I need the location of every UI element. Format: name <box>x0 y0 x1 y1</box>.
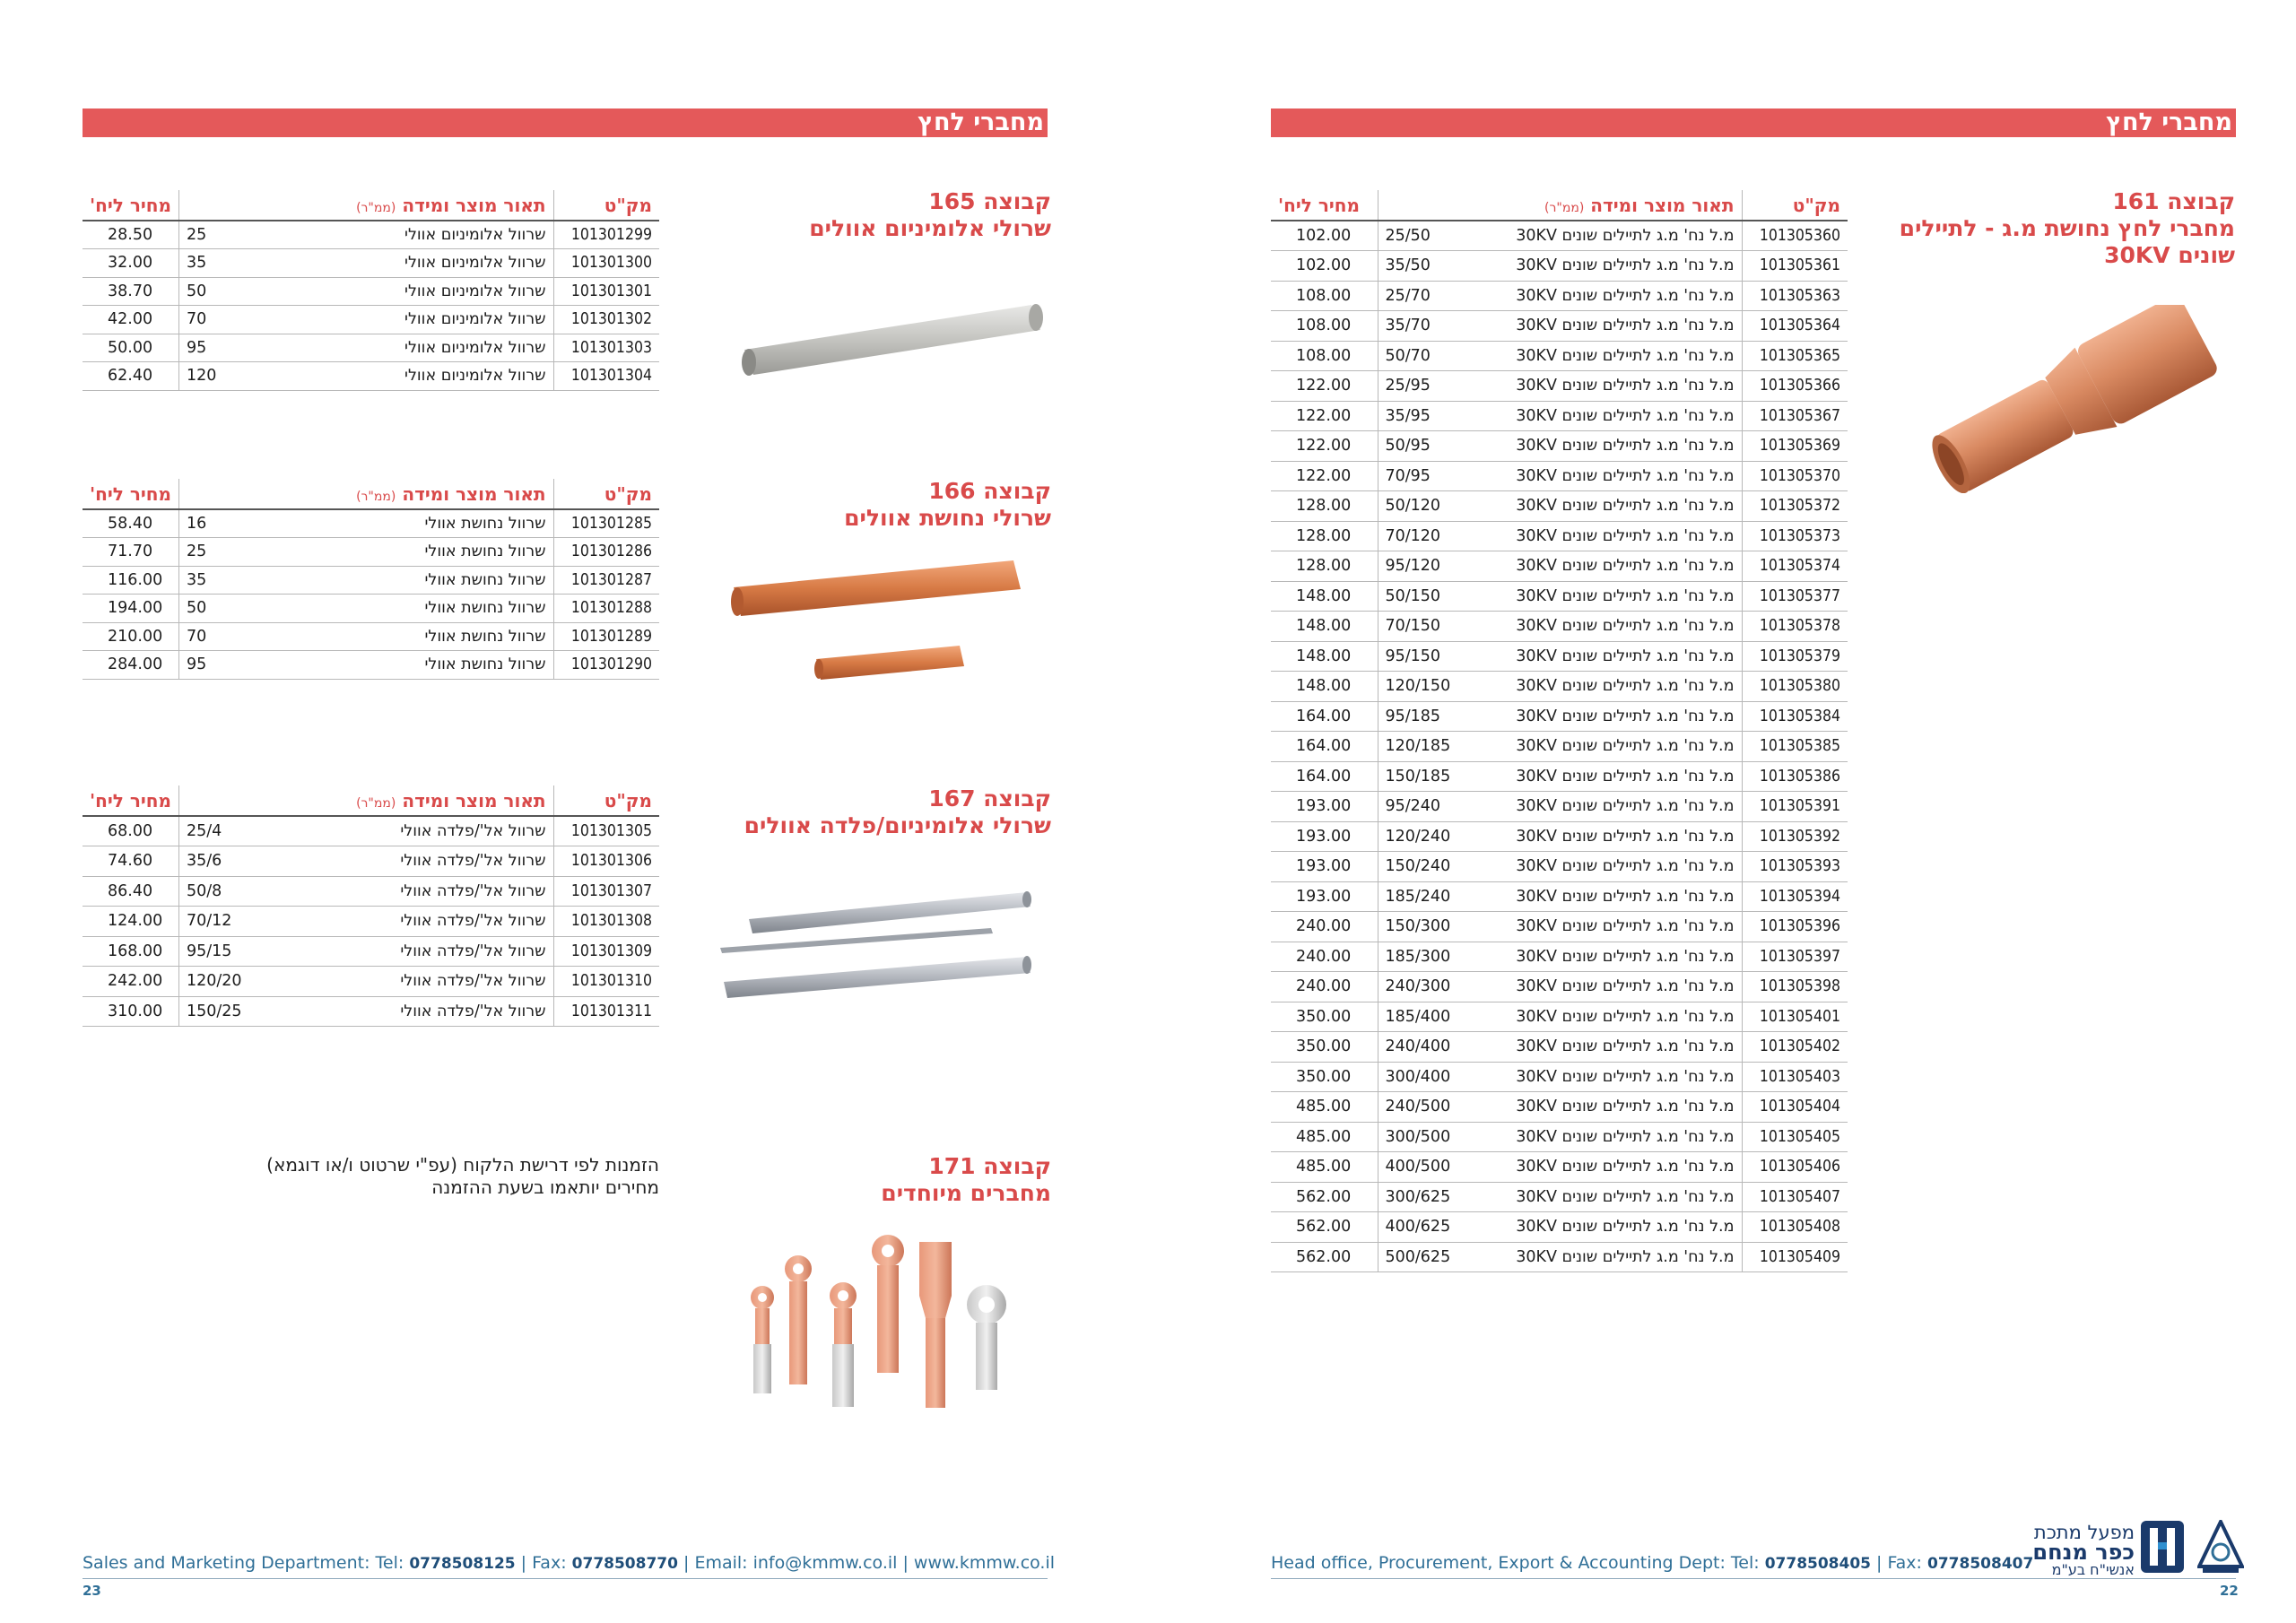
group-161-title <box>1848 188 2235 269</box>
custom-order-note: הזמנות לפי דרישת הלקוח (עפ"י שרטוט ו/או דוגמא) מחירים יותאמו בשעת ההזמנה <box>266 1154 659 1198</box>
group-number: קבוצה 171 <box>928 1153 1051 1179</box>
price-table-body <box>1271 221 1848 1272</box>
aluminium-sleeve-image <box>735 287 1049 386</box>
table-row: 101301308 שרוול אל'/פלדה אוולי 70/12 124.00 <box>83 907 659 937</box>
group-165-table <box>83 190 659 391</box>
website-link[interactable]: www.kmmw.co.il <box>913 1553 1056 1573</box>
table-row: 101301310 שרוול אל'/פלדה אוולי 120/20 242.00 <box>83 967 659 997</box>
table-row: 101305379 מ.ל נח' מ.ג לתיילים שונים 30KV 95/150 148.00 <box>1271 641 1848 672</box>
group-name-cont: שונים 30KV <box>2104 242 2235 268</box>
table-row: 101305406 מ.ל נח' מ.ג לתיילים שונים 30KV 400/500 485.00 <box>1271 1152 1848 1183</box>
table-row: 101305361 מ.ל נח' מ.ג לתיילים שונים 30KV 35/50 102.00 <box>1271 251 1848 282</box>
table-row: 101305385 מ.ל נח' מ.ג לתיילים שונים 30KV 120/185 164.00 <box>1271 732 1848 762</box>
table-row: 101301307 שרוול אל'/פלדה אוולי 50/8 86.40 <box>83 876 659 907</box>
group-number: קבוצה 167 <box>928 785 1051 812</box>
table-row: 101305369 מ.ל נח' מ.ג לתיילים שונים 30KV 50/95 122.00 <box>1271 431 1848 462</box>
col-sku: מק"ט <box>1742 190 1848 221</box>
company-logo-icon <box>2139 1519 2186 1575</box>
col-sku: מק"ט <box>553 785 659 816</box>
footer-contact: Sales and Marketing Department: Tel: 0778508125 | Fax: 0778508770 | Email: info@kmmw.co.il | www.kmmw.co.il <box>83 1553 1056 1573</box>
group-number: קבוצה 166 <box>928 478 1051 504</box>
table-row: 101305365 מ.ל נח' מ.ג לתיילים שונים 30KV 50/70 108.00 <box>1271 341 1848 371</box>
group-name: שרולי אלומיניום אוולים <box>809 215 1051 241</box>
table-row: 101305372 מ.ל נח' מ.ג לתיילים שונים 30KV 50/120 128.00 <box>1271 491 1848 522</box>
table-row: 101305397 מ.ל נח' מ.ג לתיילים שונים 30KV 185/300 240.00 <box>1271 942 1848 972</box>
col-price: מחיר ליח' <box>83 190 178 221</box>
table-row: 101305404 מ.ל נח' מ.ג לתיילים שונים 30KV 240/500 485.00 <box>1271 1092 1848 1123</box>
special-connectors-image <box>744 1233 1040 1426</box>
table-row: 101301305 שרוול אל'/פלדה אוולי 25/4 68.00 <box>83 816 659 846</box>
banner-title: מחברי לחץ <box>918 108 1044 136</box>
table-row: 101305393 מ.ל נח' מ.ג לתיילים שונים 30KV 150/240 193.00 <box>1271 852 1848 882</box>
group-167-title <box>700 785 1051 839</box>
table-row: 101305398 מ.ל נח' מ.ג לתיילים שונים 30KV 240/300 240.00 <box>1271 972 1848 1002</box>
email-link[interactable]: info@kmmw.co.il <box>752 1553 898 1573</box>
group-name: מחברי לחץ נחושת מ.ג - לתיילים <box>1899 215 2235 241</box>
table-row: 101301289 שרוול נחושת אוולי 70 210.00 <box>83 622 659 651</box>
table-row: 101305409 מ.ל נח' מ.ג לתיילים שונים 30KV 500/625 562.00 <box>1271 1242 1848 1272</box>
table-row: 101305377 מ.ל נח' מ.ג לתיילים שונים 30KV 50/150 148.00 <box>1271 581 1848 612</box>
table-row: 101305401 מ.ל נח' מ.ג לתיילים שונים 30KV 185/400 350.00 <box>1271 1002 1848 1032</box>
col-desc: תאור מוצר ומידה (ממ"ר) <box>1474 190 1742 221</box>
aluminium-steel-sleeve-image <box>713 883 1045 1009</box>
table-row: 101305408 מ.ל נח' מ.ג לתיילים שונים 30KV 400/625 562.00 <box>1271 1212 1848 1243</box>
group-161-table <box>1271 190 1848 1272</box>
table-row: 101305363 מ.ל נח' מ.ג לתיילים שונים 30KV 25/70 108.00 <box>1271 281 1848 311</box>
table-row: 101301302 שרוול אלומיניום אוולי 70 42.00 <box>83 306 659 334</box>
col-sku: מק"ט <box>553 479 659 509</box>
table-row: 101305394 מ.ל נח' מ.ג לתיילים שונים 30KV 185/240 193.00 <box>1271 881 1848 912</box>
table-row: 101305403 מ.ל נח' מ.ג לתיילים שונים 30KV 300/400 350.00 <box>1271 1062 1848 1092</box>
table-row: 101301303 שרוול אלומיניום אוולי 95 50.00 <box>83 334 659 362</box>
emblem-icon <box>2197 1520 2244 1575</box>
page-number: 22 <box>2220 1583 2239 1599</box>
table-row: 101305370 מ.ל נח' מ.ג לתיילים שונים 30KV 70/95 122.00 <box>1271 461 1848 491</box>
section-banner <box>83 108 1048 137</box>
table-row: 101305360 מ.ל נח' מ.ג לתיילים שונים 30KV 25/50 102.00 <box>1271 221 1848 251</box>
group-name: מחברים מיוחדים <box>881 1180 1051 1206</box>
col-desc: תאור מוצר ומידה (ממ"ר) <box>349 479 553 509</box>
page-22 <box>1148 0 2296 1623</box>
group-number: קבוצה 165 <box>928 188 1051 214</box>
table-row: 101305384 מ.ל נח' מ.ג לתיילים שונים 30KV 95/185 164.00 <box>1271 701 1848 732</box>
table-row: 101301287 שרוול נחושת אוולי 35 116.00 <box>83 566 659 595</box>
col-desc: תאור מוצר ומידה (ממ"ר) <box>349 785 553 816</box>
table-row: 101301300 שרוול אלומיניום אוולי 35 32.00 <box>83 249 659 278</box>
table-row: 101301311 שרוול אל'/פלדה אוולי 150/25 310.00 <box>83 996 659 1027</box>
banner-title: מחברי לחץ <box>2106 108 2232 136</box>
table-row: 101301309 שרוול אל'/פלדה אוולי 95/15 168.00 <box>83 936 659 967</box>
group-166-table <box>83 479 659 680</box>
group-166-title <box>700 478 1051 532</box>
table-row: 101301290 שרוול נחושת אוולי 95 284.00 <box>83 651 659 680</box>
table-row: 101301288 שרוול נחושת אוולי 50 194.00 <box>83 595 659 623</box>
table-row: 101305380 מ.ל נח' מ.ג לתיילים שונים 30KV 120/150 148.00 <box>1271 672 1848 702</box>
table-row: 101305391 מ.ל נח' מ.ג לתיילים שונים 30KV 95/240 193.00 <box>1271 792 1848 822</box>
table-row: 101305367 מ.ל נח' מ.ג לתיילים שונים 30KV 35/95 122.00 <box>1271 401 1848 431</box>
table-row: 101305405 מ.ל נח' מ.ג לתיילים שונים 30KV 300/500 485.00 <box>1271 1122 1848 1152</box>
table-row: 101305402 מ.ל נח' מ.ג לתיילים שונים 30KV 240/400 350.00 <box>1271 1032 1848 1063</box>
col-sku: מק"ט <box>553 190 659 221</box>
col-desc: תאור מוצר ומידה (ממ"ר) <box>349 190 553 221</box>
footer-divider <box>83 1578 1048 1579</box>
table-row: 101301306 שרוול אל'/פלדה אוולי 35/6 74.60 <box>83 846 659 877</box>
table-row: 101305392 מ.ל נח' מ.ג לתיילים שונים 30KV 120/240 193.00 <box>1271 821 1848 852</box>
group-165-title <box>700 188 1051 242</box>
company-logo-text: מפעל מתכת כפר מנחם אנשי"ח בע"מ <box>2032 1522 2135 1578</box>
col-price: מחיר ליח' <box>1271 190 1378 221</box>
table-row: 101301285 שרוול נחושת אוולי 16 58.40 <box>83 509 659 538</box>
group-number: קבוצה 161 <box>2112 188 2235 214</box>
group-171-title <box>700 1153 1051 1207</box>
table-row: 101301304 שרוול אלומיניום אוולי 120 62.40 <box>83 362 659 391</box>
table-row: 101301299 שרוול אלומיניום אוולי 25 28.50 <box>83 221 659 249</box>
table-row: 101305378 מ.ל נח' מ.ג לתיילים שונים 30KV 70/150 148.00 <box>1271 612 1848 642</box>
group-name: שרולי אלומיניום/פלדה אוולים <box>744 812 1051 838</box>
group-name: שרולי נחושת אוולים <box>844 505 1051 531</box>
table-row: 101305396 מ.ל נח' מ.ג לתיילים שונים 30KV 150/300 240.00 <box>1271 912 1848 942</box>
table-row: 101305366 מ.ל נח' מ.ג לתיילים שונים 30KV 25/95 122.00 <box>1271 371 1848 402</box>
footer-contact: Head office, Procurement, Export & Accounting Dept: Tel: 0778508405 | Fax: 0778508407 <box>1271 1553 2034 1573</box>
table-row: 101305364 מ.ל נח' מ.ג לתיילים שונים 30KV 35/70 108.00 <box>1271 311 1848 342</box>
section-banner <box>1271 108 2236 137</box>
page-number: 23 <box>83 1583 101 1599</box>
table-row: 101305373 מ.ל נח' מ.ג לתיילים שונים 30KV 70/120 128.00 <box>1271 521 1848 551</box>
copper-reducer-connector-image <box>1906 305 2238 493</box>
table-row: 101305386 מ.ל נח' מ.ג לתיילים שונים 30KV 150/185 164.00 <box>1271 761 1848 792</box>
table-row: 101305407 מ.ל נח' מ.ג לתיילים שונים 30KV 300/625 562.00 <box>1271 1182 1848 1212</box>
col-price: מחיר ליח' <box>83 479 178 509</box>
footer-divider <box>1271 1578 2236 1579</box>
table-row: 101301301 שרוול אלומיניום אוולי 50 38.70 <box>83 277 659 306</box>
group-167-table <box>83 785 659 1027</box>
copper-sleeve-image <box>726 551 1031 695</box>
table-row: 101305374 מ.ל נח' מ.ג לתיילים שונים 30KV 95/120 128.00 <box>1271 551 1848 582</box>
col-price: מחיר ליח' <box>83 785 178 816</box>
table-row: 101301286 שרוול נחושת אוולי 25 71.70 <box>83 538 659 567</box>
